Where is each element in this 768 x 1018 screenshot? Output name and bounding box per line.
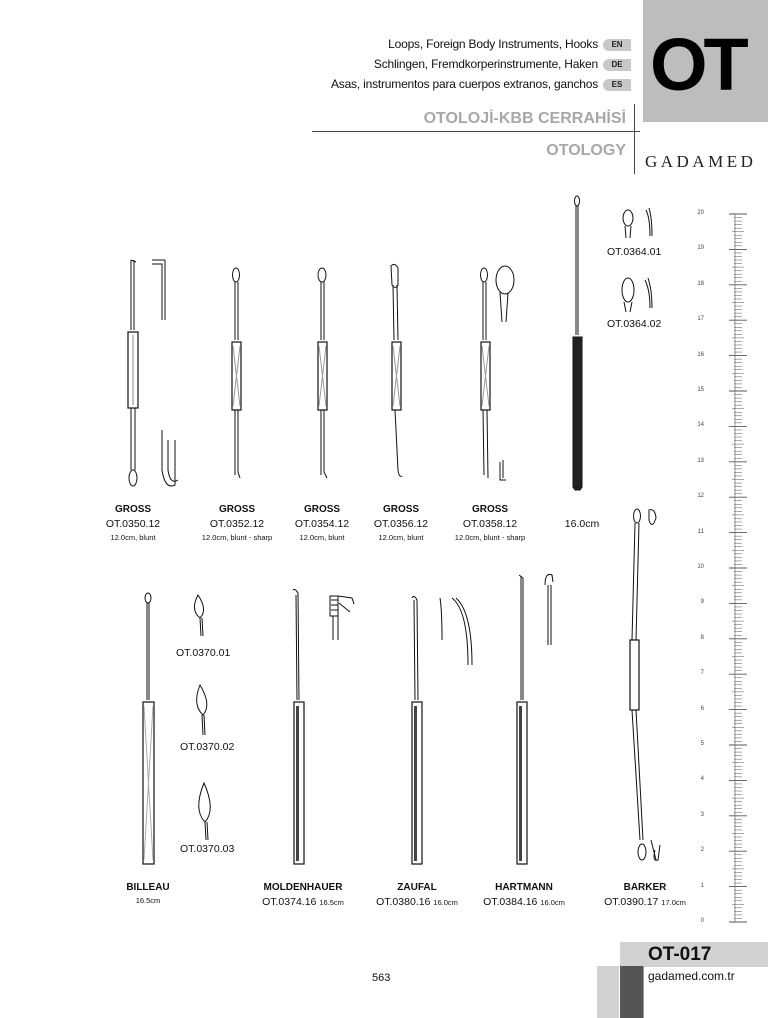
product-name-zaufal: ZAUFAL	[397, 882, 437, 893]
product-code-moldenhauer: OT.0374.16 16.5cm	[262, 896, 344, 908]
product-name-gross-4: GROSS	[382, 504, 420, 515]
header-line-de: Schlingen, Fremdkorperinstrumente, Haken	[373, 57, 598, 71]
product-code-gross-5: OT.0358.12	[462, 518, 518, 530]
loop-handle-drawing	[573, 196, 652, 490]
lang-tag-de: DE	[603, 59, 631, 71]
header-line-en: Loops, Foreign Body Instruments, Hooks	[388, 37, 598, 51]
product-name-hartmann: HARTMANN	[495, 882, 553, 893]
loop-ref-2: OT.0364.02	[607, 318, 662, 330]
loop-ref-1: OT.0364.01	[607, 246, 662, 258]
product-spec-gross-5: 12.0cm, blunt - sharp	[454, 533, 526, 542]
product-name-gross-5: GROSS	[471, 504, 509, 515]
lang-tag-es: ES	[603, 79, 631, 91]
ruler-label: 1	[700, 882, 704, 889]
barker-drawing	[630, 509, 660, 860]
product-spec-gross-3: 12.0cm, blunt	[299, 533, 345, 542]
zaufal-drawing	[412, 596, 472, 864]
ruler-label: 20	[697, 210, 704, 216]
ruler-label: 3	[700, 811, 704, 818]
ruler-label: 19	[697, 245, 704, 252]
ruler-label: 16	[697, 351, 704, 358]
ruler-label: 9	[700, 599, 704, 606]
ruler-label: 4	[700, 776, 704, 783]
gross-0358-drawing	[481, 266, 515, 480]
product-spec-billeau: 16.5cm	[135, 896, 161, 905]
loop-handle-length: 16.0cm	[564, 518, 600, 530]
billeau-drawing	[143, 593, 210, 864]
header-line-es: Asas, instrumentos para cuerpos extranos, ganchos	[330, 77, 598, 91]
ruler-label: 5	[700, 741, 704, 747]
footer-decor-dark	[620, 966, 643, 1018]
product-code-barker: OT.0390.17 17.0cm	[604, 896, 686, 908]
billeau-ref-3: OT.0370.03	[180, 843, 235, 855]
ruler-label: 8	[700, 634, 704, 641]
product-name-gross-1: GROSS	[114, 504, 152, 515]
page-number: 563	[372, 972, 391, 984]
product-name-gross-2: GROSS	[218, 504, 256, 515]
footer-divider	[643, 966, 644, 1018]
hartmann-drawing	[517, 574, 553, 864]
product-spec-gross-4: 12.0cm, blunt	[378, 533, 424, 542]
product-name-barker: BARKER	[623, 882, 667, 893]
ruler-label: 13	[697, 457, 704, 464]
ruler-label: 0	[700, 918, 704, 924]
measurement-ruler	[690, 208, 750, 928]
footer-page-code: OT-017	[648, 944, 712, 965]
lang-tag-en: EN	[603, 39, 631, 51]
billeau-ref-2: OT.0370.02	[180, 741, 235, 753]
ruler-label: 12	[697, 493, 704, 500]
footer-decor-light	[597, 966, 619, 1018]
ruler-label: 6	[700, 705, 704, 712]
section-title-tr: OTOLOJİ-KBB CERRAHİSİ	[423, 110, 626, 127]
brand-logo: GADAMED	[645, 152, 757, 171]
product-code-zaufal: OT.0380.16 16.0cm	[376, 896, 458, 908]
section-title-en: OTOLOGY	[546, 142, 626, 159]
section-code: OT	[650, 23, 745, 106]
product-name-moldenhauer: MOLDENHAUER	[263, 882, 343, 893]
product-spec-gross-1: 12.0cm, blunt	[110, 533, 156, 542]
ruler-label: 14	[697, 422, 704, 429]
product-name-gross-3: GROSS	[303, 504, 341, 515]
moldenhauer-drawing	[293, 589, 354, 864]
product-code-gross-4: OT.0356.12	[373, 518, 429, 530]
gross-0350-drawing	[128, 260, 178, 486]
ruler-label: 18	[697, 280, 704, 287]
ruler-label: 15	[697, 387, 704, 393]
product-code-gross-1: OT.0350.12	[105, 518, 161, 530]
ruler-label: 2	[700, 847, 704, 854]
gross-0356-drawing	[391, 264, 402, 476]
product-code-gross-2: OT.0352.12	[209, 518, 265, 530]
product-code-gross-3: OT.0354.12	[294, 518, 350, 530]
ruler-label: 11	[697, 528, 704, 535]
gross-0354-drawing	[318, 268, 327, 478]
product-name-billeau: BILLEAU	[126, 882, 170, 893]
product-spec-gross-2: 12.0cm, blunt - sharp	[201, 533, 273, 542]
ruler-label: 7	[700, 670, 704, 677]
gross-0352-drawing	[232, 268, 241, 478]
ruler-label: 17	[697, 316, 704, 323]
footer-url: gadamed.com.tr	[648, 969, 735, 983]
ruler-label: 10	[697, 564, 704, 570]
billeau-ref-1: OT.0370.01	[176, 647, 231, 659]
product-code-hartmann: OT.0384.16 16.0cm	[483, 896, 565, 908]
